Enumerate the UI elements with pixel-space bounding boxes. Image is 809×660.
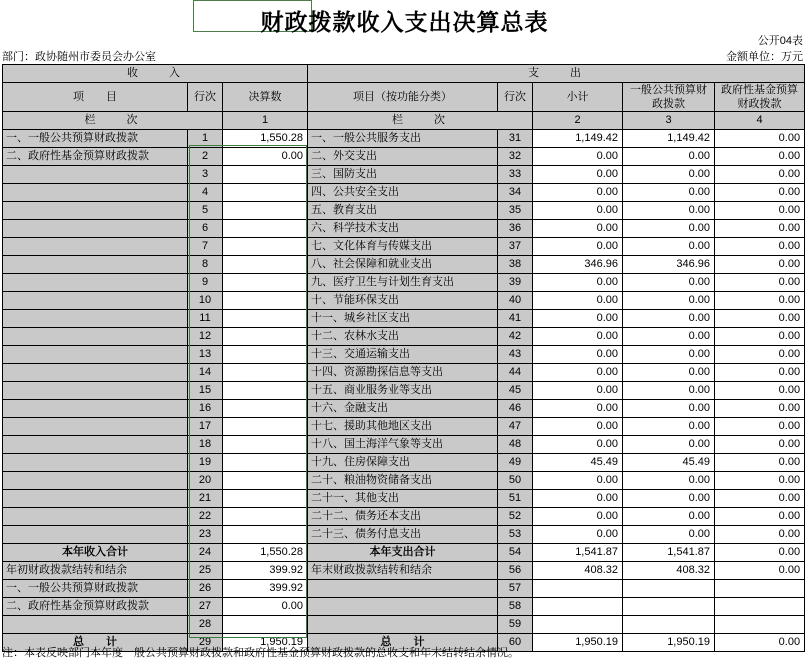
- expense-subtotal-value: 1,149.42: [533, 130, 623, 148]
- expense-line-number: 40: [498, 292, 533, 310]
- expense-subtotal-value: 0.00: [533, 166, 623, 184]
- expense-subtotal-value: 0.00: [533, 184, 623, 202]
- expense-subtotal-value: 0.00: [533, 238, 623, 256]
- expense-line-number: 42: [498, 328, 533, 346]
- income-line-number: 20: [188, 472, 223, 490]
- expense-item-name: 四、公共安全支出: [308, 184, 498, 202]
- expense-general-value: 0.00: [623, 202, 715, 220]
- income-item-name: [3, 184, 188, 202]
- expense-col-4: 4: [715, 112, 805, 130]
- income-final-value: [223, 508, 308, 526]
- table-row: [3, 472, 805, 490]
- expense-general-value: 0.00: [623, 526, 715, 544]
- expense-subtotal-header: 小计: [533, 83, 623, 112]
- expense-item-name: 十八、国土海洋气象等支出: [308, 436, 498, 454]
- expense-subtotal-value: 0.00: [533, 310, 623, 328]
- expense-item-name: 十一、城乡社区支出: [308, 310, 498, 328]
- expense-line-number: 49: [498, 454, 533, 472]
- expense-item-name: 十二、农林水支出: [308, 328, 498, 346]
- income-item-name: [3, 382, 188, 400]
- income-final-value: 0.00: [223, 148, 308, 166]
- income-line-number: 8: [188, 256, 223, 274]
- income-item-name: [3, 418, 188, 436]
- expense-fund-value: 0.00: [715, 166, 805, 184]
- expense-general-value: 0.00: [623, 148, 715, 166]
- expense-line-number: 45: [498, 382, 533, 400]
- income-item-name: 一、一般公共预算财政拨款: [3, 580, 188, 598]
- income-final-value: [223, 418, 308, 436]
- expense-item-name: [308, 598, 498, 616]
- income-final-value: [223, 364, 308, 382]
- expense-general-value: 0.00: [623, 310, 715, 328]
- income-final-value: [223, 220, 308, 238]
- income-final-value: [223, 526, 308, 544]
- expense-general-value: 0.00: [623, 382, 715, 400]
- income-final-value: [223, 490, 308, 508]
- expense-line-number: 32: [498, 148, 533, 166]
- expense-fund-value: 0.00: [715, 310, 805, 328]
- expense-fund-value: 0.00: [715, 508, 805, 526]
- expense-item-name: 一、一般公共服务支出: [308, 130, 498, 148]
- income-final-value: [223, 166, 308, 184]
- expense-fund-value: [715, 598, 805, 616]
- income-line-number: 19: [188, 454, 223, 472]
- income-final-value: 399.92: [223, 580, 308, 598]
- income-item-name: 本年收入合计: [3, 544, 188, 562]
- table-column-number-row: [3, 112, 805, 130]
- expense-line-number: 35: [498, 202, 533, 220]
- expense-item-name: 二十三、债务付息支出: [308, 526, 498, 544]
- expense-item-name: 十六、金融支出: [308, 400, 498, 418]
- table-row: [3, 490, 805, 508]
- expense-line-number: 46: [498, 400, 533, 418]
- expense-line-number: 41: [498, 310, 533, 328]
- income-final-value: [223, 454, 308, 472]
- expense-general-value: 0.00: [623, 436, 715, 454]
- expense-line-number: 37: [498, 238, 533, 256]
- expense-general-value: 0.00: [623, 364, 715, 382]
- table-row: [3, 346, 805, 364]
- income-item-name: [3, 526, 188, 544]
- table-group-header-row: [3, 65, 805, 83]
- income-line-number: 26: [188, 580, 223, 598]
- income-item-name: 年初财政拨款结转和结余: [3, 562, 188, 580]
- expense-fund-value: 0.00: [715, 400, 805, 418]
- income-final-value: 399.92: [223, 562, 308, 580]
- expense-line-number: 47: [498, 418, 533, 436]
- expense-general-value: 0.00: [623, 220, 715, 238]
- expense-item-name: 总 计: [308, 634, 498, 652]
- income-line-number: 5: [188, 202, 223, 220]
- expense-line-number: 52: [498, 508, 533, 526]
- expense-subtotal-value: 0.00: [533, 346, 623, 364]
- expense-subtotal-value: 0.00: [533, 328, 623, 346]
- table-row: [3, 274, 805, 292]
- expense-line-number: 56: [498, 562, 533, 580]
- income-line-number: 1: [188, 130, 223, 148]
- income-final-value: [223, 472, 308, 490]
- table-row: [3, 598, 805, 616]
- table-row: [3, 310, 805, 328]
- income-item-name: 一、一般公共预算财政拨款: [3, 130, 188, 148]
- expense-item-name: 十九、住房保障支出: [308, 454, 498, 472]
- expense-column-label: 栏 次: [308, 112, 533, 130]
- expense-subtotal-value: 0.00: [533, 436, 623, 454]
- income-item-name: [3, 472, 188, 490]
- income-line-number: 9: [188, 274, 223, 292]
- expense-item-name: 十四、资源勘探信息等支出: [308, 364, 498, 382]
- income-line-number: 29: [188, 634, 223, 652]
- income-final-value: [223, 310, 308, 328]
- table-row: [3, 328, 805, 346]
- income-line-number: 3: [188, 166, 223, 184]
- expense-general-value: [623, 598, 715, 616]
- income-final-value: [223, 382, 308, 400]
- income-item-name: [3, 220, 188, 238]
- income-column-label: 栏 次: [3, 112, 223, 130]
- expense-line-number: 33: [498, 166, 533, 184]
- footnote: 注：本表反映部门本年度一般公共预算财政拨款和政府性基金预算财政拨款的总收支和年末结转结余情况。: [2, 647, 519, 659]
- expense-subtotal-value: 0.00: [533, 220, 623, 238]
- expense-fund-value: 0.00: [715, 274, 805, 292]
- income-line-number: 23: [188, 526, 223, 544]
- expense-fund-value: [715, 580, 805, 598]
- expense-general-value: 0.00: [623, 400, 715, 418]
- table-row: [3, 256, 805, 274]
- expense-item-name: 二、外交支出: [308, 148, 498, 166]
- expense-fund-value: 0.00: [715, 418, 805, 436]
- expense-item-name: 三、国防支出: [308, 166, 498, 184]
- table-row: [3, 292, 805, 310]
- expense-item-name: 十五、商业服务业等支出: [308, 382, 498, 400]
- table-row: [3, 580, 805, 598]
- expense-fund-value: 0.00: [715, 148, 805, 166]
- expense-item-name: 十三、交通运输支出: [308, 346, 498, 364]
- expense-fund-value: 0.00: [715, 202, 805, 220]
- table-row: [3, 508, 805, 526]
- income-line-number: 18: [188, 436, 223, 454]
- expense-fund-value: 0.00: [715, 562, 805, 580]
- expense-general-value: 45.49: [623, 454, 715, 472]
- income-item-name: [3, 346, 188, 364]
- department-label: 部门：政协随州市委员会办公室: [2, 51, 156, 63]
- expense-subtotal-value: 0.00: [533, 526, 623, 544]
- expense-line-number: 59: [498, 616, 533, 634]
- income-line-number: 17: [188, 418, 223, 436]
- income-line-number: 11: [188, 310, 223, 328]
- expense-general-value: 0.00: [623, 418, 715, 436]
- expense-subtotal-value: 0.00: [533, 418, 623, 436]
- income-line-number: 7: [188, 238, 223, 256]
- income-item-name: [3, 256, 188, 274]
- income-final-value: [223, 274, 308, 292]
- expense-general-value: 0.00: [623, 472, 715, 490]
- income-line-number: 14: [188, 364, 223, 382]
- expense-line-number: 51: [498, 490, 533, 508]
- expense-subtotal-value: [533, 580, 623, 598]
- income-line-number: 27: [188, 598, 223, 616]
- expense-subtotal-value: 1,541.87: [533, 544, 623, 562]
- expense-line-number: 43: [498, 346, 533, 364]
- table-row: [3, 364, 805, 382]
- expense-item-name: 十七、援助其他地区支出: [308, 418, 498, 436]
- expense-general-value: 0.00: [623, 184, 715, 202]
- income-final-value: [223, 436, 308, 454]
- income-item-name: [3, 508, 188, 526]
- income-line-number: 28: [188, 616, 223, 634]
- expense-line-number: 39: [498, 274, 533, 292]
- income-item-name: [3, 274, 188, 292]
- income-final-value: [223, 292, 308, 310]
- expense-item-name: 二十二、债务还本支出: [308, 508, 498, 526]
- income-line-number: 16: [188, 400, 223, 418]
- table-row: [3, 562, 805, 580]
- budget-table: [2, 64, 805, 652]
- expense-general-value: 0.00: [623, 508, 715, 526]
- table-row: [3, 454, 805, 472]
- income-item-name: [3, 490, 188, 508]
- expense-item-name: 二十一、其他支出: [308, 490, 498, 508]
- income-item-name: [3, 238, 188, 256]
- expense-fund-value: [715, 616, 805, 634]
- table-row: [3, 436, 805, 454]
- income-item-name: [3, 292, 188, 310]
- income-item-name: [3, 400, 188, 418]
- income-final-value: 0.00: [223, 598, 308, 616]
- income-item-name: [3, 202, 188, 220]
- expense-general-value: 1,541.87: [623, 544, 715, 562]
- income-final-value: [223, 256, 308, 274]
- table-row: [3, 202, 805, 220]
- income-final-value: [223, 616, 308, 634]
- table-row: [3, 130, 805, 148]
- income-line-number: 22: [188, 508, 223, 526]
- income-line-number: 21: [188, 490, 223, 508]
- expense-lineno-header: 行次: [498, 83, 533, 112]
- expense-general-header: 一般公共预算财政拨款: [623, 83, 715, 112]
- expense-general-value: 1,149.42: [623, 130, 715, 148]
- expense-subtotal-value: 0.00: [533, 148, 623, 166]
- expense-item-name: 二十、粮油物资储备支出: [308, 472, 498, 490]
- expense-fund-value: 0.00: [715, 130, 805, 148]
- expense-subtotal-value: 0.00: [533, 400, 623, 418]
- expense-general-value: [623, 580, 715, 598]
- expense-general-value: 0.00: [623, 274, 715, 292]
- income-line-number: 25: [188, 562, 223, 580]
- expense-item-name: 七、文化体育与传媒支出: [308, 238, 498, 256]
- table-row: [3, 418, 805, 436]
- income-col-1: 1: [223, 112, 308, 130]
- income-line-number: 15: [188, 382, 223, 400]
- expense-line-number: 60: [498, 634, 533, 652]
- expense-fund-value: 0.00: [715, 292, 805, 310]
- expense-subtotal-value: 0.00: [533, 292, 623, 310]
- expense-fund-header: 政府性基金预算财政拨款: [715, 83, 805, 112]
- income-line-number: 2: [188, 148, 223, 166]
- table-row: [3, 544, 805, 562]
- expense-item-name: 九、医疗卫生与计划生育支出: [308, 274, 498, 292]
- income-item-name: 二、政府性基金预算财政拨款: [3, 148, 188, 166]
- income-line-number: 10: [188, 292, 223, 310]
- income-item-name: [3, 166, 188, 184]
- income-item-name: [3, 616, 188, 634]
- expense-item-name: 八、社会保障和就业支出: [308, 256, 498, 274]
- expense-fund-value: 0.00: [715, 220, 805, 238]
- expense-fund-value: 0.00: [715, 256, 805, 274]
- expense-fund-value: 0.00: [715, 544, 805, 562]
- expense-fund-value: 0.00: [715, 436, 805, 454]
- expense-line-number: 57: [498, 580, 533, 598]
- expense-line-number: 44: [498, 364, 533, 382]
- income-item-name: [3, 310, 188, 328]
- expense-line-number: 36: [498, 220, 533, 238]
- income-item-name: 二、政府性基金预算财政拨款: [3, 598, 188, 616]
- table-row: [3, 400, 805, 418]
- table-row: [3, 238, 805, 256]
- expense-subtotal-value: 0.00: [533, 508, 623, 526]
- expense-fund-value: 0.00: [715, 490, 805, 508]
- income-item-name: [3, 436, 188, 454]
- expense-general-value: 0.00: [623, 238, 715, 256]
- income-line-number: 6: [188, 220, 223, 238]
- expense-general-value: 0.00: [623, 292, 715, 310]
- expense-line-number: 58: [498, 598, 533, 616]
- expense-general-value: 408.32: [623, 562, 715, 580]
- expense-fund-value: 0.00: [715, 328, 805, 346]
- expense-fund-value: 0.00: [715, 346, 805, 364]
- expense-fund-value: 0.00: [715, 472, 805, 490]
- expense-subtotal-value: 0.00: [533, 490, 623, 508]
- income-final-value: [223, 400, 308, 418]
- page-title: 财政拨款收入支出决算总表: [260, 9, 549, 36]
- expense-fund-value: 0.00: [715, 184, 805, 202]
- expense-item-name: 六、科学技术支出: [308, 220, 498, 238]
- expense-fund-value: 0.00: [715, 238, 805, 256]
- expense-item-header: 项目（按功能分类）: [308, 83, 498, 112]
- income-final-value: [223, 184, 308, 202]
- income-lineno-header: 行次: [188, 83, 223, 112]
- expense-subtotal-value: 346.96: [533, 256, 623, 274]
- expense-line-number: 50: [498, 472, 533, 490]
- income-line-number: 24: [188, 544, 223, 562]
- income-line-number: 13: [188, 346, 223, 364]
- expense-general-value: 0.00: [623, 166, 715, 184]
- income-line-number: 4: [188, 184, 223, 202]
- public-code: 公开04表: [757, 35, 803, 47]
- income-item-name: [3, 454, 188, 472]
- income-final-value: [223, 202, 308, 220]
- table-row: [3, 148, 805, 166]
- table-row: [3, 184, 805, 202]
- income-final-value: [223, 328, 308, 346]
- expense-fund-value: 0.00: [715, 364, 805, 382]
- income-item-name: [3, 364, 188, 382]
- expense-general-value: 346.96: [623, 256, 715, 274]
- expense-general-value: 1,950.19: [623, 634, 715, 652]
- table-row: [3, 526, 805, 544]
- income-item-header: 项 目: [3, 83, 188, 112]
- income-final-value: 1,950.19: [223, 634, 308, 652]
- income-final-header: 决算数: [223, 83, 308, 112]
- expense-group-header: 支 出: [308, 65, 805, 83]
- expense-general-value: [623, 616, 715, 634]
- income-group-header: 收 入: [3, 65, 308, 83]
- table-row: [3, 382, 805, 400]
- expense-subtotal-value: [533, 598, 623, 616]
- expense-col-3: 3: [623, 112, 715, 130]
- expense-fund-value: 0.00: [715, 382, 805, 400]
- expense-item-name: [308, 616, 498, 634]
- expense-subtotal-value: 408.32: [533, 562, 623, 580]
- expense-line-number: 54: [498, 544, 533, 562]
- income-item-name: 总 计: [3, 634, 188, 652]
- expense-item-name: 本年支出合计: [308, 544, 498, 562]
- income-final-value: [223, 346, 308, 364]
- expense-general-value: 0.00: [623, 490, 715, 508]
- table-row: [3, 616, 805, 634]
- expense-item-name: 年末财政拨款结转和结余: [308, 562, 498, 580]
- income-item-name: [3, 328, 188, 346]
- expense-line-number: 38: [498, 256, 533, 274]
- expense-item-name: 十、节能环保支出: [308, 292, 498, 310]
- expense-subtotal-value: [533, 616, 623, 634]
- expense-subtotal-value: 0.00: [533, 382, 623, 400]
- expense-line-number: 34: [498, 184, 533, 202]
- expense-subtotal-value: 45.49: [533, 454, 623, 472]
- expense-subtotal-value: 0.00: [533, 202, 623, 220]
- income-final-value: 1,550.28: [223, 544, 308, 562]
- expense-subtotal-value: 0.00: [533, 364, 623, 382]
- expense-line-number: 48: [498, 436, 533, 454]
- expense-general-value: 0.00: [623, 328, 715, 346]
- table-row: [3, 166, 805, 184]
- expense-line-number: 31: [498, 130, 533, 148]
- expense-fund-value: 0.00: [715, 454, 805, 472]
- expense-fund-value: 0.00: [715, 526, 805, 544]
- expense-subtotal-value: 0.00: [533, 472, 623, 490]
- amount-unit-label: 金额单位：万元: [726, 51, 803, 63]
- expense-fund-value: 0.00: [715, 634, 805, 652]
- expense-subtotal-value: 1,950.19: [533, 634, 623, 652]
- expense-general-value: 0.00: [623, 346, 715, 364]
- income-final-value: 1,550.28: [223, 130, 308, 148]
- expense-col-2: 2: [533, 112, 623, 130]
- expense-item-name: 五、教育支出: [308, 202, 498, 220]
- table-row: [3, 220, 805, 238]
- income-line-number: 12: [188, 328, 223, 346]
- expense-line-number: 53: [498, 526, 533, 544]
- expense-item-name: [308, 580, 498, 598]
- income-final-value: [223, 238, 308, 256]
- expense-subtotal-value: 0.00: [533, 274, 623, 292]
